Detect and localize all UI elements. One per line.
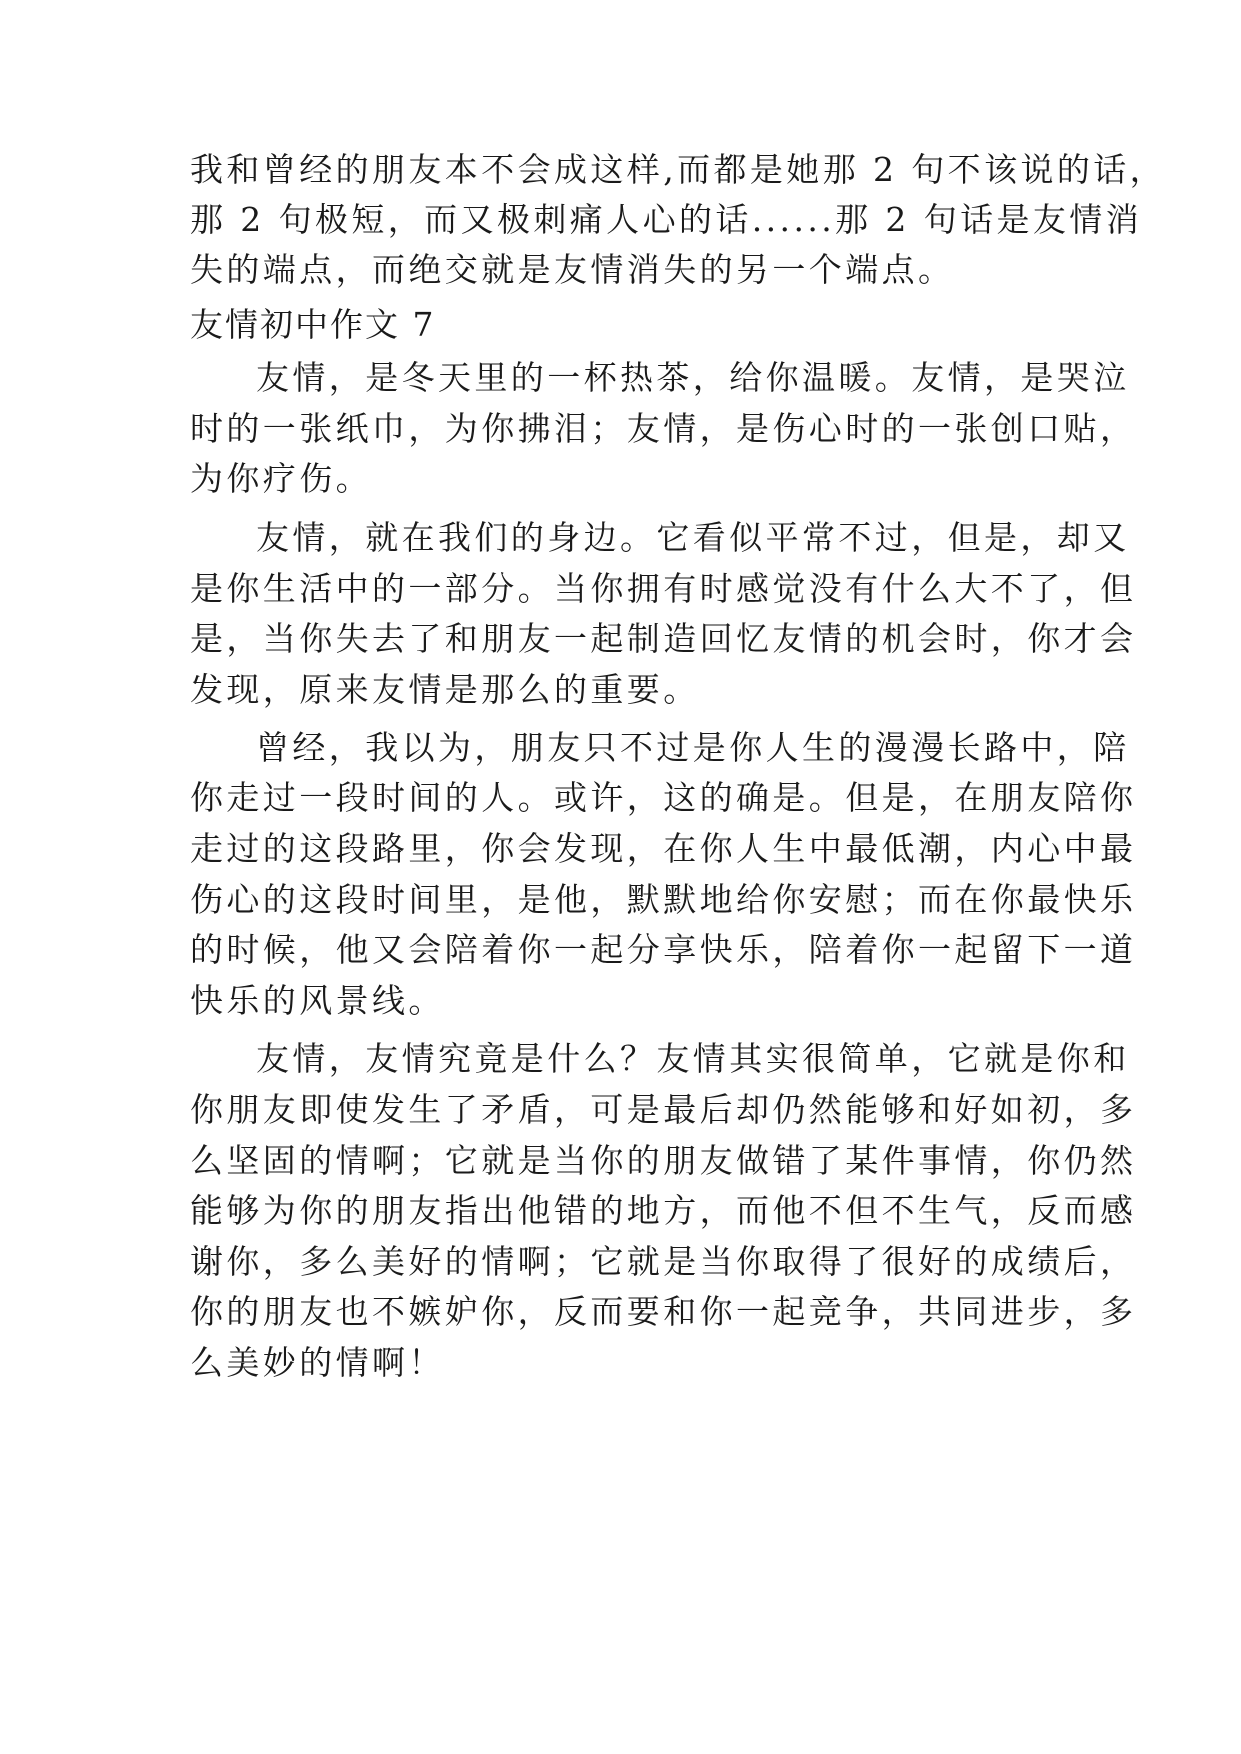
text-line: 你走过一段时间的人。或许，这的确是。但是，在朋友陪你 [190,778,1137,817]
text-line: 快乐的风景线。 [190,981,445,1020]
text-line: 友情，是冬天里的一杯热茶，给你温暖。友情，是哭泣 [256,358,1130,397]
text-line: 么美妙的情啊！ [190,1343,445,1382]
text-line: 能够为你的朋友指出他错的地方，而他不但不生气，反而感 [190,1191,1137,1230]
section-heading: 友情初中作文 7 [190,305,436,344]
text-line: 你的朋友也不嫉妒你，反而要和你一起竞争，共同进步，多 [190,1292,1137,1331]
text-line: 友情，就在我们的身边。它看似平常不过，但是，却又 [256,518,1130,557]
text-line: 你朋友即使发生了矛盾，可是最后却仍然能够和好如初，多 [190,1090,1137,1129]
text-line: 友情，友情究竟是什么？友情其实很简单，它就是你和 [256,1039,1130,1078]
text-line: 为你疗伤。 [190,459,372,498]
text-line: 是你生活中的一部分。当你拥有时感觉没有什么大不了，但 [190,569,1137,608]
text-line: 那 2 句极短，而又极刺痛人心的话......那 2 句话是友情消 [190,200,1143,239]
text-line: 谢你，多么美好的情啊；它就是当你取得了很好的成绩后， [190,1242,1137,1281]
text-line: 的时候，他又会陪着你一起分享快乐，陪着你一起留下一道 [190,930,1137,969]
text-line: 走过的这段路里，你会发现，在你人生中最低潮，内心中最 [190,829,1137,868]
text-line: 我和曾经的朋友本不会成这样,而都是她那 2 句不该说的话， [190,150,1167,189]
text-line: 时的一张纸巾，为你拂泪；友情，是伤心时的一张创口贴， [190,409,1137,448]
text-line: 曾经，我以为，朋友只不过是你人生的漫漫长路中，陪 [256,728,1130,767]
text-line: 失的端点，而绝交就是友情消失的另一个端点。 [190,250,955,289]
text-line: 么坚固的情啊；它就是当你的朋友做错了某件事情，你仍然 [190,1141,1137,1180]
text-line: 是，当你失去了和朋友一起制造回忆友情的机会时，你才会 [190,619,1137,658]
text-line: 伤心的这段时间里，是他，默默地给你安慰；而在你最快乐 [190,880,1137,919]
text-line: 发现，原来友情是那么的重要。 [190,670,700,709]
